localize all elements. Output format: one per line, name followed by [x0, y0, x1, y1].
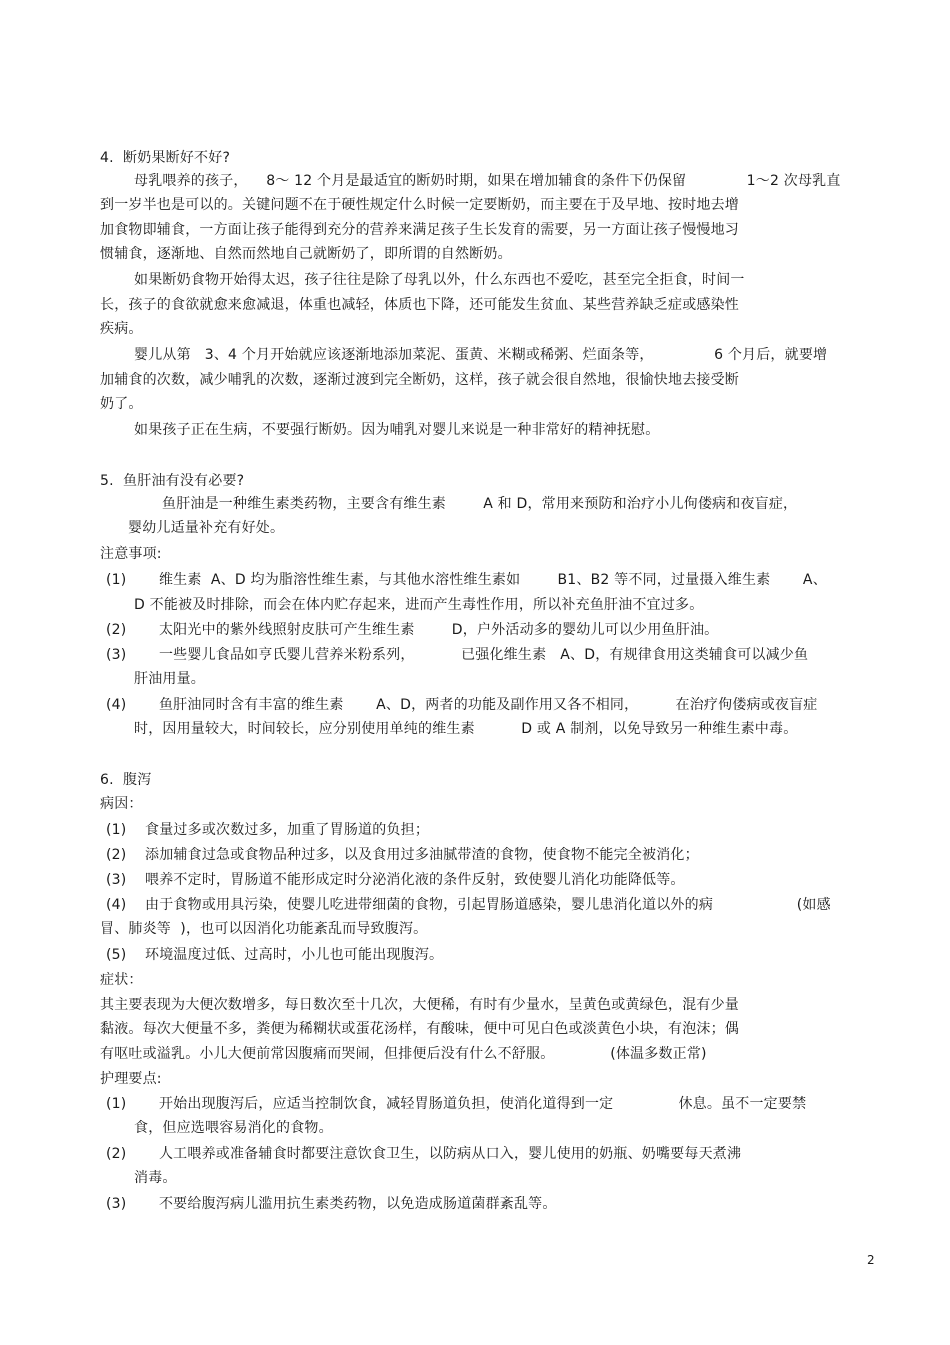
text-line: 婴儿从第 3、4 个月开始就应该逐渐地添加菜泥、蛋黄、米糊或稀粥、烂面条等， 6 个月后，就要增	[134, 347, 828, 363]
page-number: 2	[867, 1253, 875, 1267]
text-line: 其主要表现为大便次数增多，每日数次至十几次，大便稀，有时有少量水，呈黄色或黄绿色，混有少量	[100, 997, 739, 1013]
text-line: (2) 太阳光中的紫外线照射皮肤可产生维生素 D，户外活动多的婴幼儿可以少用鱼肝油。	[106, 622, 719, 638]
text-line: 病因：	[100, 796, 143, 812]
text-line: 黏液。每次大便量不多，粪便为稀糊状或蛋花汤样，有酸味，便中可见白色或淡黄色小块，有泡沫；偶	[100, 1021, 739, 1037]
text-line: 加辅食的次数，减少哺乳的次数，逐渐过渡到完全断奶，这样，孩子就会很自然地，很愉快地去接受断	[100, 372, 739, 388]
text-line: 到一岁半也是可以的。关键问题不在于硬性规定什么时候一定要断奶，而主要在于及早地、按时地去增	[100, 197, 739, 213]
text-line: 鱼肝油是一种维生素类药物，主要含有维生素 A 和 D，常用来预防和治疗小儿佝偻病和夜盲症，	[162, 496, 798, 512]
text-line: 5. 鱼肝油有没有必要?	[100, 473, 245, 489]
text-line: 肝油用量。	[134, 671, 205, 687]
text-line: 惯辅食，逐渐地、自然而然地自己就断奶了，即所谓的自然断奶。	[100, 246, 512, 262]
text-line: (4) 由于食物或用具污染，使婴儿吃进带细菌的食物，引起胃肠道感染，婴儿患消化道以外的病 (如感	[106, 897, 831, 913]
text-line: 婴幼儿适量补充有好处。	[128, 520, 285, 536]
text-line: (3) 喂养不定时，胃肠道不能形成定时分泌消化液的条件反射，致使婴儿消化功能降低等。	[106, 872, 685, 888]
text-line: 注意事项:	[100, 546, 162, 562]
text-line: 奶了。	[100, 396, 143, 412]
text-line: 6. 腹泻	[100, 772, 152, 788]
text-line: (1) 开始出现腹泻后，应适当控制饮食，减轻胃肠道负担，使消化道得到一定 休息。虽不一定要禁	[106, 1096, 807, 1112]
text-line: 护理要点:	[100, 1071, 162, 1087]
text-line: 有呕吐或溢乳。小儿大便前常因腹痛而哭闹，但排便后没有什么不舒服。 (体温多数正常)	[100, 1046, 707, 1062]
text-line: D 不能被及时排除，而会在体内贮存起来，进而产生毒性作用，所以补充鱼肝油不宜过多。	[134, 597, 704, 613]
text-line: 食，但应选喂容易消化的食物。	[134, 1120, 333, 1136]
text-line: 长，孩子的食欲就愈来愈减退，体重也减轻，体质也下降，还可能发生贫血、某些营养缺乏症或感染性	[100, 297, 739, 313]
text-line: 如果孩子正在生病，不要强行断奶。因为哺乳对婴儿来说是一种非常好的精神抚慰。	[134, 422, 660, 438]
text-line: 如果断奶食物开始得太迟，孩子往往是除了母乳以外，什么东西也不爱吃，甚至完全拒食，时间一	[134, 272, 745, 288]
text-line: 消毒。	[134, 1170, 177, 1186]
text-line: 冒、肺炎等 )，也可以因消化功能紊乱而导致腹泻。	[100, 921, 428, 937]
text-line: (4) 鱼肝油同时含有丰富的维生素 A、D，两者的功能及副作用又各不相同， 在治疗佝偻病或夜盲症	[106, 697, 818, 713]
text-line: (3) 不要给腹泻病儿滥用抗生素类药物，以免造成肠道菌群紊乱等。	[106, 1196, 557, 1212]
text-line: (2) 添加辅食过急或食物品种过多，以及食用过多油腻带渣的食物，使食物不能完全被消化；	[106, 847, 699, 863]
text-line: (5) 环境温度过低、过高时，小儿也可能出现腹泻。	[106, 947, 444, 963]
text-line: 时，因用量较大，时间较长，应分别使用单纯的维生素 D 或 A 制剂，以免导致另一种维生素中毒。	[134, 721, 798, 737]
text-line: 加食物即辅食，一方面让孩子能得到充分的营养来满足孩子生长发育的需要，另一方面让孩子慢慢地习	[100, 222, 739, 238]
text-line: (2) 人工喂养或准备辅食时都要注意饮食卫生，以防病从口入，婴儿使用的奶瓶、奶嘴要每天煮沸	[106, 1146, 742, 1162]
text-line: (3) 一些婴儿食品如亨氏婴儿营养米粉系列， 已强化维生素 A、D，有规律食用这类辅食可以减少鱼	[106, 647, 809, 663]
text-line: 症状：	[100, 972, 143, 988]
text-line: 4. 断奶果断好不好?	[100, 150, 231, 166]
text-line: 母乳喂养的孩子， 8～ 12 个月是最适宜的断奶时期，如果在增加辅食的条件下仍保留 1～2 次母乳直	[134, 173, 841, 189]
text-line: (1) 食量过多或次数过多，加重了胃肠道的负担；	[106, 822, 430, 838]
text-line: 疾病。	[100, 321, 143, 337]
text-line: (1) 维生素 A、D 均为脂溶性维生素，与其他水溶性维生素如 B1、B2 等不同，过量摄入维生素 A、	[106, 572, 827, 588]
